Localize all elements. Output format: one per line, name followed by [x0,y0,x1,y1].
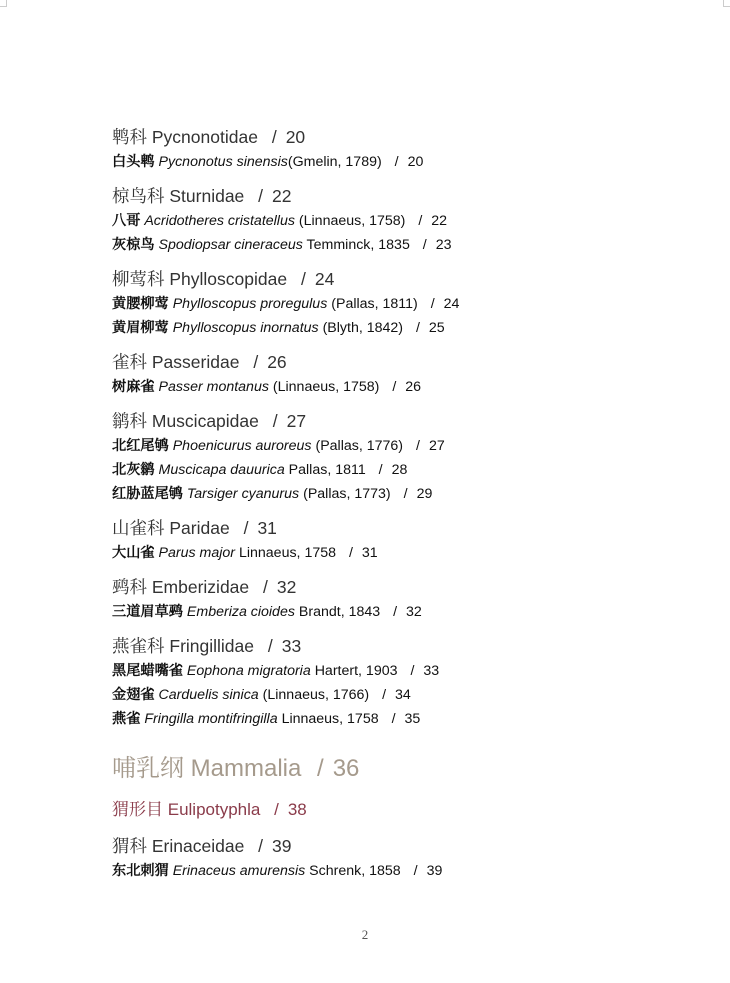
separator: / [274,800,279,819]
species-authority: (Linnaeus, 1758) [298,213,406,229]
species-name-scientific: Phylloscopus inornatus [172,320,319,336]
separator: / [263,577,268,597]
separator: / [317,755,324,782]
separator: / [422,237,427,253]
separator: / [418,213,423,229]
species-entry[interactable] [112,150,692,174]
species-name-scientific: Phylloscopus proregulus [172,296,328,312]
separator: / [258,836,264,856]
class-name-latin: Mammalia [190,755,302,782]
spacer [112,257,692,266]
family-heading[interactable] [112,124,692,150]
species-authority: Temminck, 1835 [306,237,410,253]
species-entry[interactable] [112,375,692,399]
species-name-scientific: Fringilla montifringilla [144,711,278,727]
spacer [112,174,692,183]
page-ref: 20 [407,154,424,170]
separator: / [413,863,418,879]
separator: / [271,127,277,147]
spacer [112,340,692,349]
species-name-scientific: Acridotheres cristatellus [144,213,295,229]
page-ref: 22 [431,213,448,229]
page-ref: 33 [281,636,302,656]
page-ref: 36 [332,755,360,782]
species-entry[interactable] [112,233,692,257]
separator: / [430,296,435,312]
page-ref: 27 [428,438,445,454]
species-entry[interactable] [112,292,692,316]
family-name-latin: Sturnidae [169,186,245,206]
separator: / [348,545,353,561]
family-heading[interactable] [112,349,692,375]
species-name-scientific: Emberiza cioides [186,604,295,620]
family-name-latin: Emberizidae [151,577,250,597]
species-entry[interactable] [112,316,692,340]
page-ref: 25 [428,320,445,336]
species-name-cn: 三道眉草鹀 [112,604,183,620]
species-name-cn: 燕雀 [112,711,141,727]
species-authority: Schrenk, 1858 [309,863,401,879]
page-ref: 24 [443,296,460,312]
family-name-latin: Paridae [169,518,230,538]
page-ref: 32 [276,577,297,597]
species-authority: Brandt, 1843 [298,604,381,620]
species-authority: (Linnaeus, 1766) [262,687,370,703]
species-name-scientific: Passer montanus [158,379,269,395]
species-name-cn: 黄眉柳莺 [112,320,169,336]
page-ref: 31 [361,545,378,561]
family-name-latin: Fringillidae [169,636,254,656]
species-name-cn: 北灰鹟 [112,462,155,478]
species-name-cn: 东北刺猬 [112,863,169,879]
species-authority: Linnaeus, 1758 [238,545,337,561]
family-name-latin: Passeridae [151,352,240,372]
family-name-cn: 猬科 [112,836,147,856]
family-name-latin: Erinaceidae [151,836,245,856]
species-name-cn: 大山雀 [112,545,155,561]
family-name-cn: 柳莺科 [112,269,165,289]
species-name-scientific: Tarsiger cyanurus [186,486,300,502]
species-name-cn: 北红尾鸲 [112,438,169,454]
page-ref: 38 [287,800,307,819]
separator: / [410,663,415,679]
separator: / [391,711,396,727]
family-name-cn: 山雀科 [112,518,165,538]
species-entry[interactable] [112,482,692,506]
species-entry[interactable] [112,600,692,624]
page-ref: 26 [405,379,422,395]
species-name-cn: 灰椋鸟 [112,237,155,253]
species-entry[interactable] [112,209,692,233]
separator: / [393,604,398,620]
separator: / [403,486,408,502]
separator: / [415,320,420,336]
page-ref: 31 [257,518,277,538]
species-authority: (Pallas, 1773) [303,486,391,502]
spacer [112,399,692,408]
species-entry[interactable] [112,683,692,707]
separator: / [392,379,397,395]
spacer [112,565,692,574]
table-of-contents [112,124,692,883]
species-authority: (Pallas, 1776) [315,438,404,454]
species-name-scientific: Erinaceus amurensis [172,863,306,879]
family-name-latin: Muscicapidae [151,411,259,431]
separator: / [267,636,273,656]
species-name-scientific: Parus major [158,545,236,561]
page-ref: 33 [423,663,440,679]
species-entry[interactable] [112,434,692,458]
separator: / [378,462,383,478]
family-heading[interactable] [112,408,692,434]
page-ref: 28 [391,462,408,478]
family-name-cn: 雀科 [112,352,147,372]
species-name-cn: 八哥 [112,213,141,229]
spacer [112,823,692,833]
family-name-latin: Pycnonotidae [151,127,258,147]
species-name-cn: 白头鹎 [112,154,155,170]
species-authority: (Blyth, 1842) [322,320,404,336]
separator: / [415,438,420,454]
spacer [112,787,692,797]
species-entry[interactable] [112,541,692,565]
page-ref: 27 [286,411,307,431]
family-name-cn: 鹟科 [112,411,147,431]
species-name-cn: 黑尾蜡嘴雀 [112,663,183,679]
page-ref: 24 [314,269,335,289]
family-heading[interactable] [112,574,692,600]
species-name-scientific: Pycnonotus sinensis [158,154,288,170]
separator: / [272,411,278,431]
species-name-scientific: Spodiopsar cineraceus [158,237,303,253]
family-heading[interactable] [112,266,692,292]
crop-mark-top-left [0,0,7,7]
species-authority: (Pallas, 1811) [331,296,418,312]
species-entry[interactable] [112,707,692,731]
page-ref: 35 [404,711,421,727]
spacer [112,731,692,751]
separator: / [394,154,399,170]
spacer [112,506,692,515]
family-heading[interactable] [112,183,692,209]
order-name-latin: Eulipotyphla [167,800,261,819]
species-name-cn: 树麻雀 [112,379,155,395]
page-ref: 34 [395,687,411,703]
species-authority: Hartert, 1903 [314,663,398,679]
family-name-cn: 鹎科 [112,127,147,147]
page-ref: 39 [426,863,443,879]
page-ref: 39 [272,836,292,856]
species-entry[interactable] [112,859,692,883]
species-name-scientific: Muscicapa dauurica [158,462,285,478]
separator: / [258,186,264,206]
family-name-latin: Phylloscopidae [169,269,288,289]
order-heading[interactable] [112,797,692,823]
page-number: 2 [361,927,369,942]
species-entry[interactable] [112,659,692,683]
order-name-cn: 猬形目 [112,800,163,819]
separator: / [243,518,249,538]
family-name-cn: 燕雀科 [112,636,165,656]
class-heading[interactable] [112,751,692,787]
species-name-cn: 黄腰柳莺 [112,296,169,312]
page-ref: 26 [267,352,287,372]
family-heading[interactable] [112,633,692,659]
species-authority: (Gmelin, 1789) [287,154,382,170]
page-ref: 29 [416,486,433,502]
species-authority: (Linnaeus, 1758) [272,379,380,395]
family-heading[interactable] [112,515,692,541]
separator: / [300,269,306,289]
species-name-cn: 金翅雀 [112,687,155,703]
species-name-cn: 红胁蓝尾鸲 [112,486,183,502]
page-ref: 23 [435,237,452,253]
species-name-scientific: Phoenicurus auroreus [172,438,312,454]
species-authority: Linnaeus, 1758 [281,711,379,727]
separator: / [253,352,259,372]
page-ref: 20 [285,127,306,147]
page-ref: 22 [272,186,292,206]
species-authority: Pallas, 1811 [288,462,366,478]
species-entry[interactable] [112,458,692,482]
class-name-cn: 哺乳纲 [112,755,184,782]
page-ref: 32 [406,604,422,620]
species-name-scientific: Eophona migratoria [186,663,311,679]
species-name-scientific: Carduelis sinica [158,687,259,703]
family-name-cn: 鹀科 [112,577,147,597]
family-heading[interactable] [112,833,692,859]
separator: / [382,687,387,703]
family-name-cn: 椋鸟科 [112,186,165,206]
spacer [112,624,692,633]
crop-mark-top-right [723,0,730,7]
